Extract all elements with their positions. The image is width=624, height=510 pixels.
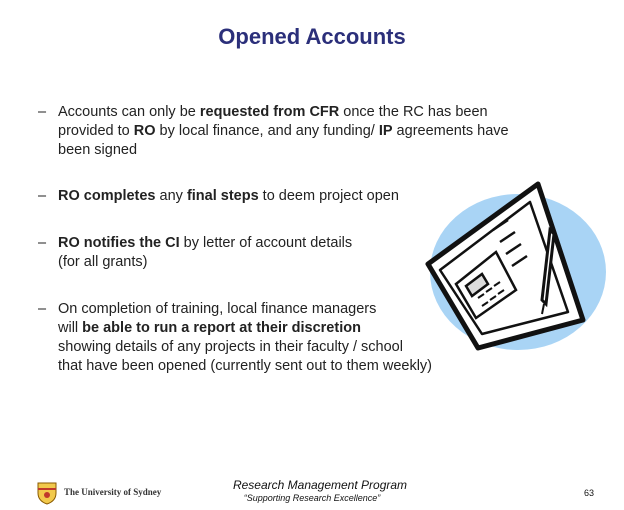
bullet-text (58, 234, 352, 272)
bullet-line (58, 187, 399, 206)
bullet-line (58, 141, 509, 160)
emphasis-text: RO (133, 123, 156, 139)
emphasis-text: be able to run a report at their discretion (82, 320, 361, 336)
page-number: 63 (584, 488, 595, 498)
bullet-dash: – (38, 301, 47, 317)
program-title: Research Management Program (232, 478, 408, 492)
text-run: that have been opened (currently sent out to them weekly) (58, 358, 432, 374)
program-tagline: “Supporting Research Excellence” (243, 493, 381, 503)
bullet-line (58, 300, 432, 319)
emphasis-text: final steps (186, 188, 259, 204)
text-run: showing details of any projects in their faculty / school (58, 339, 403, 355)
text-run: once the RC has been (339, 104, 488, 120)
emphasis-text: RO notifies the CI (58, 235, 180, 251)
bullet-line (58, 319, 432, 338)
text-run: by local finance, and any funding/ (155, 123, 379, 139)
emphasis-text: RO completes (58, 188, 156, 204)
text-run: provided to (58, 123, 134, 139)
text-run: Accounts can only be (58, 104, 200, 120)
bullet-dash: – (38, 188, 47, 204)
university-name: The University of Sydney (64, 487, 162, 497)
bullet-line (58, 103, 509, 122)
slide-title: Opened Accounts (218, 24, 406, 49)
text-run: (for all grants) (58, 254, 148, 270)
bullet-line (58, 122, 509, 141)
bullet-line (58, 357, 432, 376)
emphasis-text: IP (378, 123, 393, 139)
bullet-line (58, 234, 352, 253)
bullet-text (58, 103, 509, 160)
text-run: will (58, 320, 83, 336)
bullet-text (58, 187, 399, 206)
text-run: agreements have (392, 123, 509, 139)
bullet-text (58, 300, 432, 376)
bullet-dash: – (38, 104, 47, 120)
text-run: been signed (58, 142, 138, 158)
bullet-line (58, 253, 352, 272)
text-run: by letter of account details (179, 235, 353, 251)
bullet-line (58, 338, 432, 357)
bullet-dash: – (38, 235, 47, 251)
emphasis-text: requested from CFR (199, 104, 340, 120)
text-run: to deem project open (258, 188, 399, 204)
text-run: On completion of training, local finance managers (58, 301, 377, 317)
text-run: any (155, 188, 187, 204)
notebook-calculator-clipart (418, 172, 608, 362)
